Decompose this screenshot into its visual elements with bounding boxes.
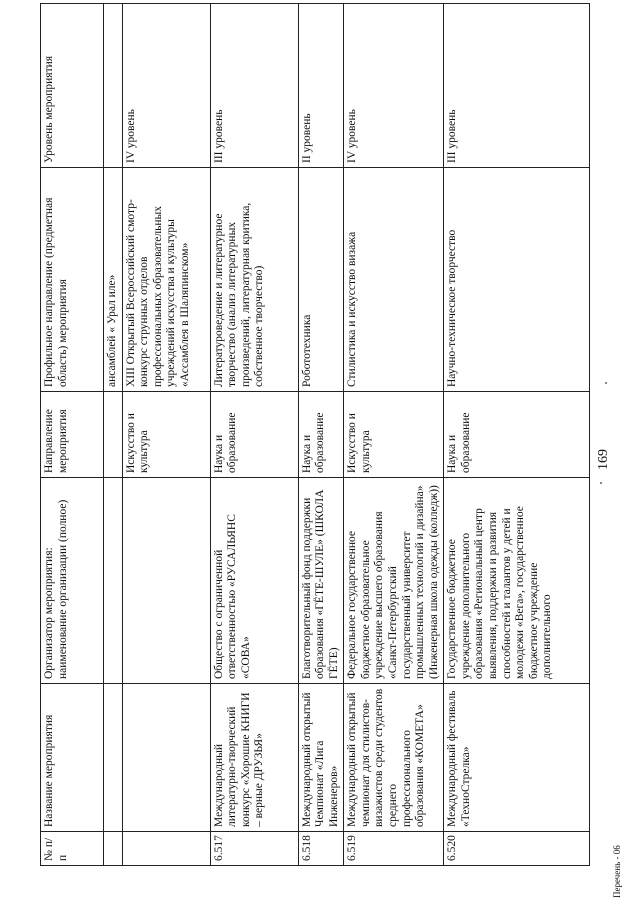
cell-profile: Научно-техническое творчество — [444, 168, 590, 392]
col-header-name: Название мероприятия — [41, 684, 104, 832]
cell-organizer — [122, 478, 210, 684]
cell-organizer: Общество с ограниченной ответственностью «РУСАЛЬЯНС «СОВА» — [210, 478, 298, 684]
cell-profile: Литературоведение и литературное творчество (анализ литературных произведений, литературная критика, собственное творчество) — [210, 168, 298, 392]
table-row — [210, 4, 298, 866]
scan-dot — [600, 482, 602, 484]
cell-direction: Наука и образование — [298, 392, 344, 478]
cell-profile: ансамблей « Урал иле» — [104, 168, 123, 392]
cell-num — [122, 832, 210, 866]
cell-organizer: Федеральное государственное бюджетное образовательное учреждение высшего образования «Санкт-Петербургский государственный университет промышленных технологий и дизайна» (Инженерная школа одежды (колледж)) — [344, 478, 444, 684]
cell-direction — [104, 392, 123, 478]
table-row — [104, 4, 123, 866]
footer-text: Перечень - 06 — [612, 845, 622, 898]
cell-num: 6.517 — [210, 832, 298, 866]
cell-direction: Наука и образование — [444, 392, 590, 478]
cell-name: Международный открытый чемпионат для стилистов-визажистов среди студентов среднего профессионального образования «КОМЕТА» — [344, 684, 444, 832]
cell-level: III уровень — [210, 4, 298, 168]
cell-name: Международный фестиваль «ТехноСтрелка» — [444, 684, 590, 832]
cell-level: III уровень — [444, 4, 590, 168]
cell-profile: XIII Открытый Всероссийский смотр-конкурс струнных отделов профессиональных образовательных учреждений искусства и культуры «Ассамблея в Шаляпинском» — [122, 168, 210, 392]
cell-organizer — [104, 478, 123, 684]
cell-direction: Искусство и культура — [122, 392, 210, 478]
table-row — [298, 4, 344, 866]
cell-name — [122, 684, 210, 832]
cell-direction: Искусство и культура — [344, 392, 444, 478]
col-header-profile: Профильное направление (предметная область) мероприятия — [41, 168, 104, 392]
table-row — [344, 4, 444, 866]
table-header-row — [41, 4, 104, 866]
cell-level — [104, 4, 123, 168]
page-number: 169 — [596, 449, 611, 470]
col-header-organizer: Организатор мероприятия: наименование организации (полное) — [41, 478, 104, 684]
cell-num: 6.518 — [298, 832, 344, 866]
cell-direction: Наука и образование — [210, 392, 298, 478]
cell-name: Международный открытый Чемпионат «Лига Инженеров» — [298, 684, 344, 832]
cell-level: II уровень — [298, 4, 344, 168]
cell-name — [104, 684, 123, 832]
cell-num — [104, 832, 123, 866]
table-row — [122, 4, 210, 866]
col-header-level: Уровень мероприятия — [41, 4, 104, 168]
cell-profile: Робототехника — [298, 168, 344, 392]
cell-name: Международный литературно-творческий конкурс «Хорошие КНИГИ – верные ДРУЗЬЯ» — [210, 684, 298, 832]
table-row — [444, 4, 590, 866]
scan-dot — [605, 382, 607, 384]
cell-num: 6.520 — [444, 832, 590, 866]
cell-level: IV уровень — [122, 4, 210, 168]
col-header-num: № п/п — [41, 832, 104, 866]
col-header-direction: Направление мероприятия — [41, 392, 104, 478]
cell-num: 6.519 — [344, 832, 444, 866]
cell-level: IV уровень — [344, 4, 444, 168]
cell-organizer: Государственное бюджетное учреждение дополнительного образования «Региональный центр выявления, поддержки и развития способностей и талантов у детей и молодежи «Вега», государственное бюджетное учреждение дополнительного — [444, 478, 590, 684]
events-table — [40, 3, 590, 866]
cell-organizer: Благотворительный фонд поддержки образования «ГЁТЕ-ШУЛЕ» (ШКОЛА ГЁТЕ) — [298, 478, 344, 684]
cell-profile: Стилистика и искусство визажа — [344, 168, 444, 392]
